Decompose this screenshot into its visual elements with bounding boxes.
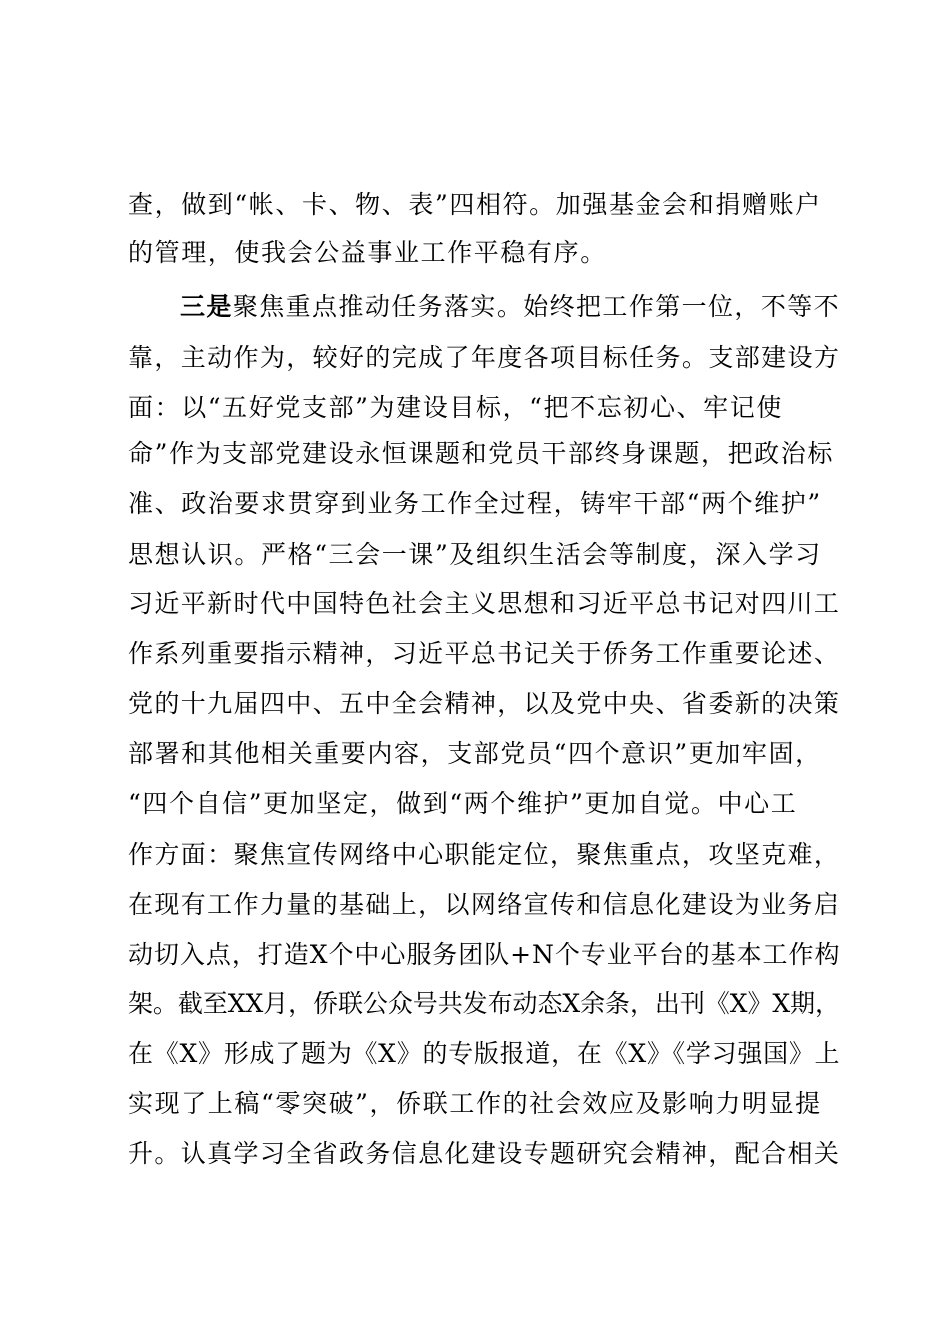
text-line: 升。认真学习全省政务信息化建设专题研究会精神，配合相关 [128,1139,841,1168]
text-line: 习近平新时代中国特色社会主义思想和习近平总书记对四川工 [128,589,841,618]
paragraph-first-line [180,290,840,324]
text-line: 动切入点，打造X个中心服务团队+N个专业平台的基本工作构 [128,940,841,969]
text-line: 的管理，使我会公益事业工作平稳有序。 [128,238,607,267]
text-line: 命”作为支部党建设永恒课题和党员干部终身课题，把政治标 [128,439,834,468]
text-line: 在现有工作力量的基础上，以网络宣传和信息化建设为业务启 [128,890,841,919]
text-line: 党的十九届四中、五中全会精神，以及党中央、省委新的决策 [128,689,841,718]
text-line: 准、政治要求贯穿到业务工作全过程，铸牢干部“两个维护” [128,489,822,518]
text-line: 架。截至XX月，侨联公众号共发布动态X余条，出刊《X》X期， [128,989,840,1018]
text-line: “四个自信”更加坚定，做到“两个维护”更加自觉。中心工 [128,789,798,818]
text-line: 在《X》形成了题为《X》的专版报道，在《X》《学习强国》上 [128,1039,841,1068]
text-line: 实现了上稿“零突破”，侨联工作的社会效应及影响力明显提 [128,1089,822,1118]
text-line: 部署和其他相关重要内容，支部党员“四个意识”更加牢固， [128,739,822,768]
text-line: 作系列重要指示精神，习近平总书记关于侨务工作重要论述、 [128,639,841,668]
paragraph-lead: 三是 [180,292,233,321]
text-line: 面：以“五好党支部”为建设目标，“把不忘初心、牢记使 [128,393,783,422]
text-line: 查，做到“帐、卡、物、表”四相符。加强基金会和捐赠账户 [128,190,822,219]
text-span: 聚焦重点推动任务落实。始终把工作第一位，不等不 [232,292,841,321]
text-line: 靠，主动作为，较好的完成了年度各项目标任务。支部建设方 [128,343,841,372]
text-line: 思想认识。严格“三会一课”及组织生活会等制度，深入学习 [128,540,822,569]
text-line: 作方面：聚焦宣传网络中心职能定位，聚焦重点，攻坚克难， [128,840,841,869]
